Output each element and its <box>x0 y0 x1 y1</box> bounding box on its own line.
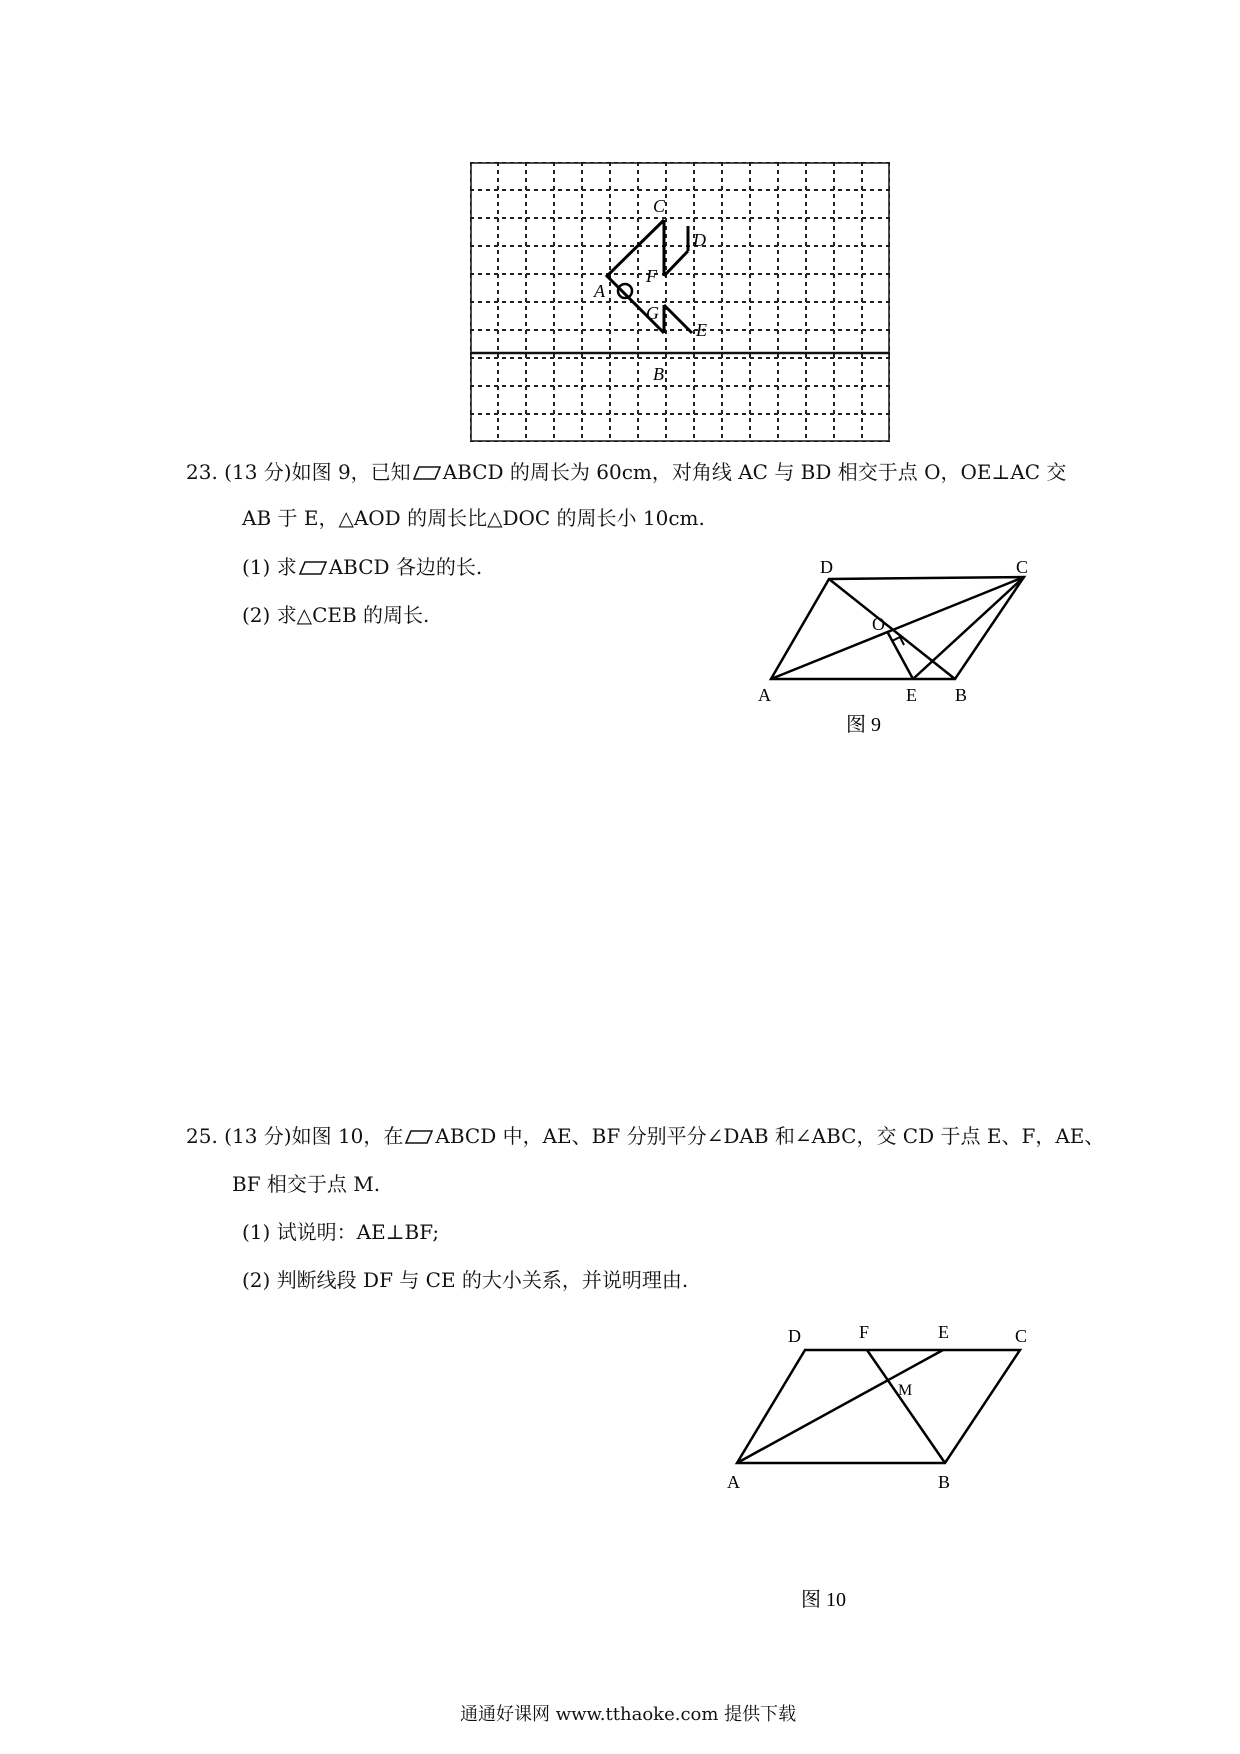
fig10-label-a: A <box>727 1472 740 1492</box>
fig9-diagonal-ac <box>771 577 1024 679</box>
q25-sub1: (1) 试说明：AE⊥BF; <box>242 1220 440 1244</box>
grid-label-g: G <box>646 303 659 323</box>
fig10-label-b: B <box>938 1472 951 1492</box>
figure-10 <box>705 1320 1035 1620</box>
grid-label-b: B <box>653 364 664 384</box>
fig9-label-o: O <box>872 614 885 634</box>
grid-shape-line-ge <box>664 305 692 333</box>
q23-line1 <box>186 458 1066 486</box>
parallelogram-symbol <box>413 466 441 480</box>
grid-shape-line-fd <box>664 251 688 276</box>
grid-label-d: D <box>693 230 706 250</box>
grid-label-a: A <box>594 281 605 301</box>
fig9-label-e: E <box>906 685 917 705</box>
grid-label-c: C <box>653 196 666 216</box>
q25-line2: BF 相交于点 M. <box>232 1172 381 1196</box>
fig9-label-c: C <box>1016 557 1029 577</box>
page-footer: 通通好课网 www.tthaoke.com 提供下载 <box>460 1704 797 1725</box>
grid-label-f: F <box>646 266 657 286</box>
q23-number: 23. <box>186 460 218 484</box>
fig9-label-a: A <box>758 685 771 705</box>
q23-sub1 <box>242 553 482 581</box>
fig9-label-b: B <box>955 685 968 705</box>
fig10-segment-ae <box>737 1350 943 1463</box>
fig10-caption: 图 10 <box>801 1589 846 1611</box>
q23-line1-a: 如图 9，已知 <box>291 460 411 484</box>
q25-line1 <box>186 1122 1104 1150</box>
q23-sub1-a: (1) 求 <box>242 555 297 579</box>
q25-line1-b: ABCD 中，AE、BF 分别平分∠DAB 和∠ABC，交 CD 于点 E、F，AE、 <box>435 1124 1105 1148</box>
fig9-caption: 图 9 <box>846 714 881 736</box>
q25-score: (13 分) <box>224 1124 292 1148</box>
fig9-diagonal-bd <box>829 579 955 679</box>
parallelogram-symbol <box>405 1130 433 1144</box>
fig10-label-e: E <box>938 1322 949 1342</box>
parallelogram-symbol <box>299 561 327 575</box>
fig10-label-f: F <box>859 1322 870 1342</box>
fig9-label-d: D <box>820 557 833 577</box>
q23-sub2: (2) 求△CEB 的周长. <box>242 603 430 627</box>
grid-figure <box>470 162 890 442</box>
q25-sub2: (2) 判断线段 DF 与 CE 的大小关系，并说明理由. <box>242 1268 689 1292</box>
fig9-segment-ec <box>913 577 1024 679</box>
figure-9 <box>750 555 1050 745</box>
q23-score: (13 分) <box>224 460 292 484</box>
q25-number: 25. <box>186 1124 218 1148</box>
q25-line1-a: 如图 10，在 <box>291 1124 404 1148</box>
q23-line1-b: ABCD 的周长为 60cm，对角线 AC 与 BD 相交于点 O，OE⊥AC 交 <box>442 460 1067 484</box>
fig10-label-d: D <box>788 1326 801 1346</box>
q23-line2: AB 于 E，△AOD 的周长比△DOC 的周长小 10cm. <box>242 506 705 530</box>
fig10-label-m: M <box>898 1382 913 1399</box>
grid-label-e: E <box>696 320 707 340</box>
q23-sub1-b: ABCD 各边的长. <box>328 555 483 579</box>
fig10-segment-bf <box>867 1350 945 1463</box>
fig10-label-c: C <box>1015 1326 1028 1346</box>
